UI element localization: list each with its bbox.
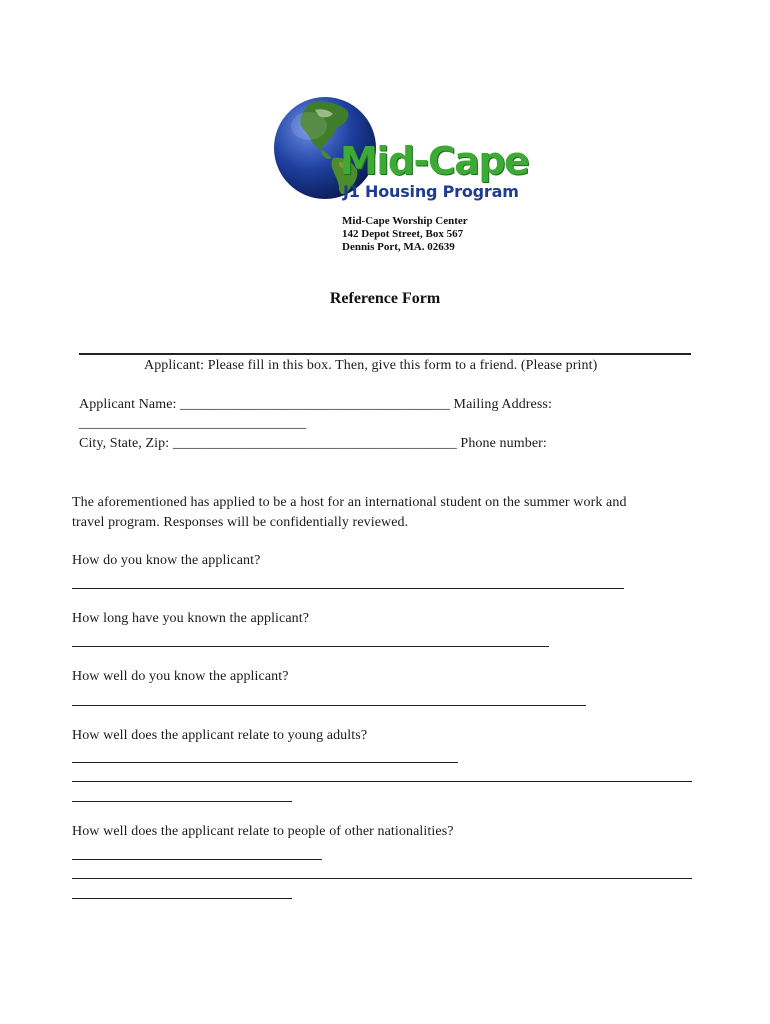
- answer-line[interactable]: [72, 588, 624, 589]
- question-label: How well do you know the applicant?: [72, 669, 289, 684]
- applicant-instructions: Applicant: Please fill in this box. Then, give this form to a friend. (Please print): [144, 358, 598, 373]
- address-line-3: Dennis Port, MA. 02639: [342, 241, 455, 253]
- answer-line[interactable]: [72, 859, 322, 860]
- applicant-box-top-rule: [79, 353, 691, 355]
- intro-text-line-1: The aforementioned has applied to be a host for an international student on the summer work and: [72, 495, 627, 510]
- question-label: How do you know the applicant?: [72, 553, 261, 568]
- address-line-2: 142 Depot Street, Box 567: [342, 228, 464, 240]
- answer-line[interactable]: [72, 878, 692, 879]
- logo-subtitle: J1 Housing Program: [343, 182, 519, 201]
- form-title: Reference Form: [329, 290, 441, 307]
- address-line-1: Mid-Cape Worship Center: [342, 215, 468, 227]
- answer-line[interactable]: [72, 646, 549, 647]
- mailing-address-field[interactable]: ________________________________: [79, 416, 307, 431]
- question-label: How well does the applicant relate to young adults?: [72, 728, 368, 743]
- answer-line[interactable]: [72, 801, 292, 802]
- intro-text-line-2: travel program. Responses will be confidentially reviewed.: [72, 515, 409, 530]
- applicant-name-field[interactable]: Applicant Name: ______________________________________ Mailing Address:: [79, 397, 552, 412]
- logo-title: Mid-Cape: [340, 139, 529, 183]
- answer-line[interactable]: [72, 781, 692, 782]
- question-label: How well does the applicant relate to people of other nationalities?: [72, 824, 454, 839]
- question-label: How long have you known the applicant?: [72, 611, 310, 626]
- city-state-zip-field[interactable]: City, State, Zip: ________________________________________ Phone number:: [79, 436, 547, 451]
- answer-line[interactable]: [72, 705, 586, 706]
- answer-line[interactable]: [72, 898, 292, 899]
- answer-line[interactable]: [72, 762, 458, 763]
